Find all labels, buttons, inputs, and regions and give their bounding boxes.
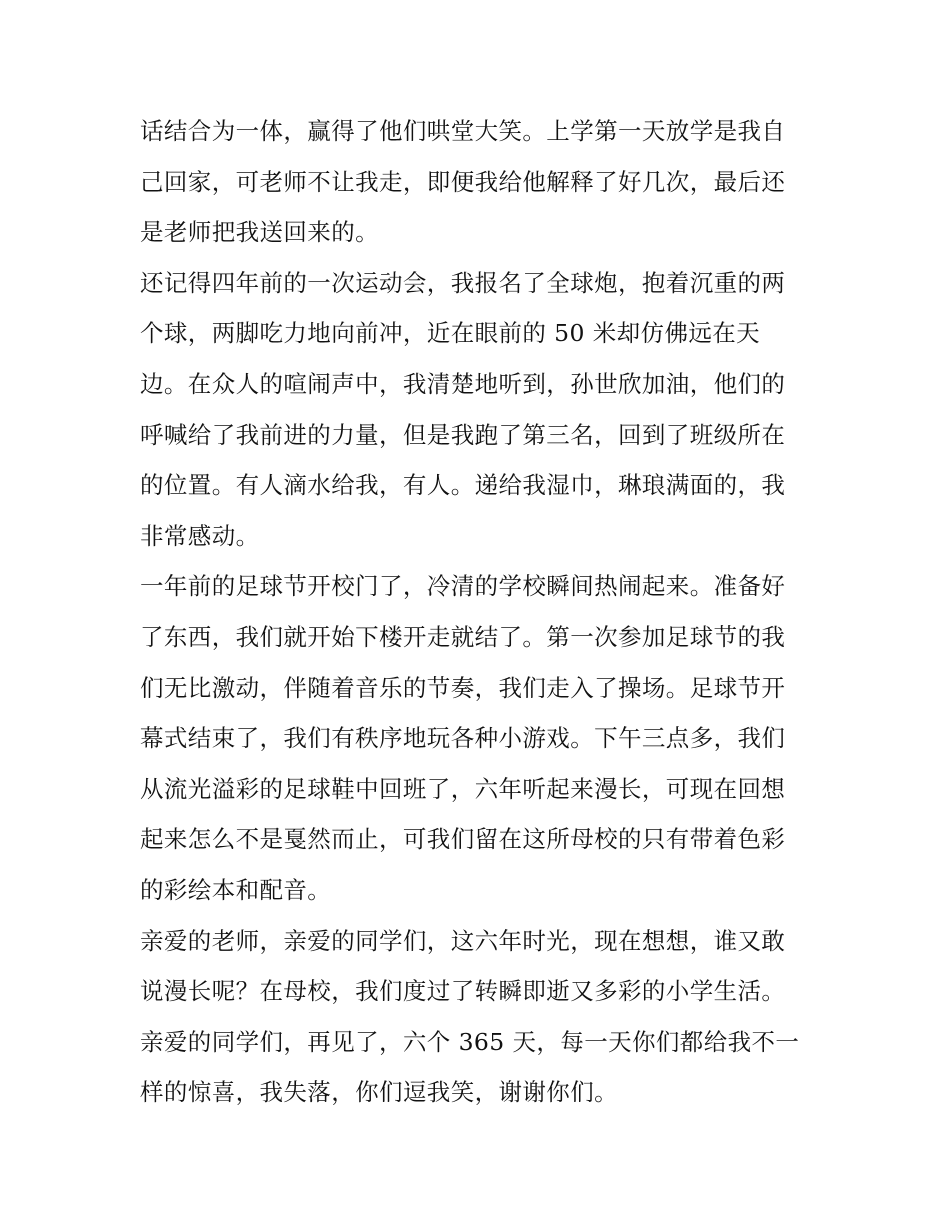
text-line: 了东西，我们就开始下楼开走就结了。第一次参加足球节的我 bbox=[140, 622, 786, 651]
text-line: 从流光溢彩的足球鞋中回班了，六年听起来漫长，可现在回想 bbox=[140, 774, 786, 803]
text-line: 们无比激动，伴随着音乐的节奏，我们走入了操场。足球节开 bbox=[140, 673, 786, 702]
text-line: 的位置。有人滴水给我，有人。递给我湿巾，琳琅满面的，我 bbox=[140, 471, 786, 500]
text-line: 是老师把我送回来的。 bbox=[140, 218, 379, 247]
body-text bbox=[140, 106, 820, 1118]
text-line: 呼喊给了我前进的力量，但是我跑了第三名，回到了班级所在 bbox=[140, 420, 786, 449]
text-line: 起来怎么不是戛然而止，可我们留在这所母校的只有带着色彩 bbox=[140, 825, 786, 854]
text-line: 样的惊喜，我失落，你们逗我笑，谢谢你们。 bbox=[140, 1078, 618, 1107]
text-line: 亲爱的老师，亲爱的同学们，这六年时光，现在想想，谁又敢 bbox=[140, 926, 786, 955]
text-line: 己回家，可老师不让我走，即便我给他解释了好几次，最后还 bbox=[140, 167, 786, 196]
text-line: 还记得四年前的一次运动会，我报名了全球炮，抱着沉重的两 bbox=[140, 268, 786, 297]
text-line: 话结合为一体，赢得了他们哄堂大笑。上学第一天放学是我自 bbox=[140, 117, 786, 145]
text-line: 说漫长呢？在母校，我们度过了转瞬即逝又多彩的小学生活。 bbox=[140, 977, 786, 1006]
text-line: 个球，两脚吃力地向前冲，近在眼前的 50 米却仿佛远在天 bbox=[140, 319, 761, 348]
text-line: 亲爱的同学们，再见了，六个 365 天，每一天你们都给我不一 bbox=[140, 1027, 800, 1056]
text-line: 边。在众人的喧闹声中，我清楚地听到，孙世欣加油，他们的 bbox=[140, 369, 786, 398]
text-line: 非常感动。 bbox=[140, 521, 260, 550]
text-line: 的彩绘本和配音。 bbox=[140, 875, 332, 904]
text-line: 一年前的足球节开校门了，冷清的学校瞬间热闹起来。准备好 bbox=[140, 572, 786, 601]
text-line: 幕式结束了，我们有秩序地玩各种小游戏。下午三点多，我们 bbox=[140, 724, 786, 753]
